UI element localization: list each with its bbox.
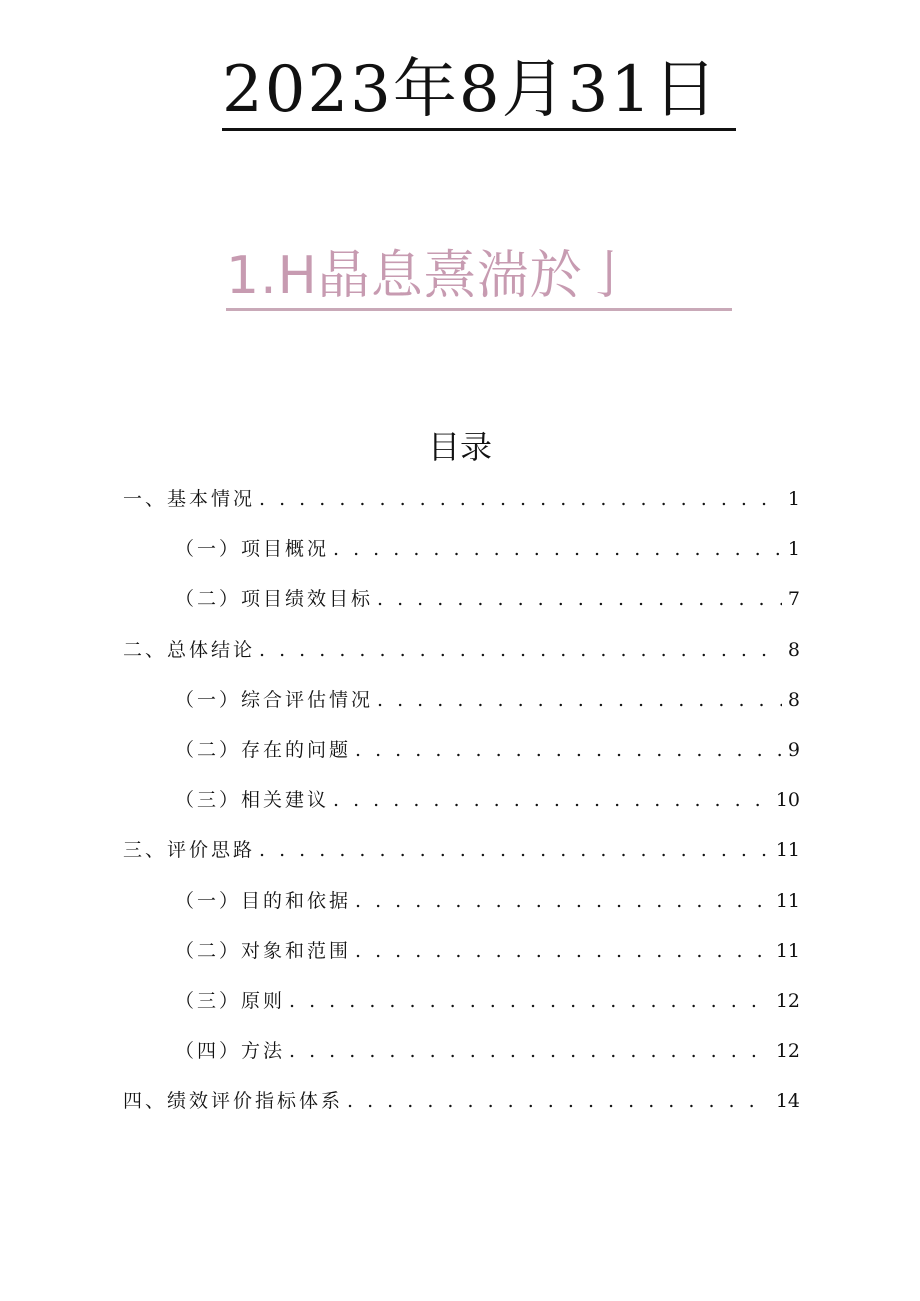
toc-entry-label: （二）对象和范围 <box>175 939 352 962</box>
toc-entry[interactable] <box>123 526 800 576</box>
toc-entry-page: 9 <box>787 738 800 761</box>
toc-dot-leader <box>377 677 782 723</box>
toc-entry[interactable] <box>123 476 800 526</box>
toc-entry-page: 1 <box>787 538 800 561</box>
toc-entry-page: 8 <box>787 688 800 711</box>
toc-entry-page: 8 <box>787 638 800 661</box>
toc-entry[interactable] <box>123 928 800 978</box>
toc-entry-label: 三、评价思路 <box>123 839 256 862</box>
toc-dot-leader <box>355 928 770 974</box>
toc-entry[interactable] <box>123 677 800 727</box>
toc-entry-page: 14 <box>775 1090 800 1113</box>
toc-entry[interactable] <box>123 827 800 877</box>
table-of-contents <box>123 476 800 1128</box>
toc-entry-page: 7 <box>787 588 800 611</box>
toc-entry-label: 二、总体结论 <box>123 638 256 661</box>
toc-entry-page: 11 <box>775 839 800 862</box>
toc-entry-page: 10 <box>775 789 800 812</box>
cover-title-garbled: 1.H晶息熹湍於亅 <box>226 244 732 311</box>
toc-entry[interactable] <box>123 978 800 1028</box>
toc-dot-leader <box>355 727 782 773</box>
toc-entry-label: （一）综合评估情况 <box>175 688 374 711</box>
toc-entry-label: （一）目的和依据 <box>175 889 352 912</box>
toc-entry[interactable] <box>123 576 800 626</box>
toc-heading: 目录 <box>427 428 492 466</box>
toc-dot-leader <box>289 1028 770 1074</box>
toc-entry-label: （二）项目绩效目标 <box>175 588 374 611</box>
toc-dot-leader <box>347 1078 770 1124</box>
toc-entry[interactable] <box>123 777 800 827</box>
toc-entry[interactable] <box>123 727 800 777</box>
toc-dot-leader <box>259 627 782 673</box>
toc-entry-label: 四、绩效评价指标体系 <box>123 1090 344 1113</box>
toc-entry-page: 12 <box>775 989 800 1012</box>
toc-entry-label: （一）项目概况 <box>175 538 330 561</box>
report-date-title: 2023年8月31日 <box>222 52 736 131</box>
toc-entry-page: 12 <box>775 1040 800 1063</box>
toc-entry-label: （四）方法 <box>175 1040 286 1063</box>
toc-entry-page: 11 <box>775 889 800 912</box>
toc-dot-leader <box>333 526 782 572</box>
toc-dot-leader <box>289 978 770 1024</box>
toc-entry-label: 一、基本情况 <box>123 488 256 510</box>
toc-entry[interactable] <box>123 1078 800 1128</box>
toc-entry-label: （二）存在的问题 <box>175 738 352 761</box>
toc-entry[interactable] <box>123 878 800 928</box>
toc-entry-label: （三）相关建议 <box>175 789 330 812</box>
toc-dot-leader <box>259 827 770 873</box>
toc-entry-label: （三）原则 <box>175 989 286 1012</box>
toc-dot-leader <box>377 576 782 622</box>
toc-dot-leader <box>259 476 782 522</box>
toc-dot-leader <box>355 878 770 924</box>
toc-dot-leader <box>333 777 770 823</box>
toc-entry-page: 1 <box>787 488 800 510</box>
toc-entry[interactable] <box>123 627 800 677</box>
toc-entry-page: 11 <box>775 939 800 962</box>
toc-entry[interactable] <box>123 1028 800 1078</box>
